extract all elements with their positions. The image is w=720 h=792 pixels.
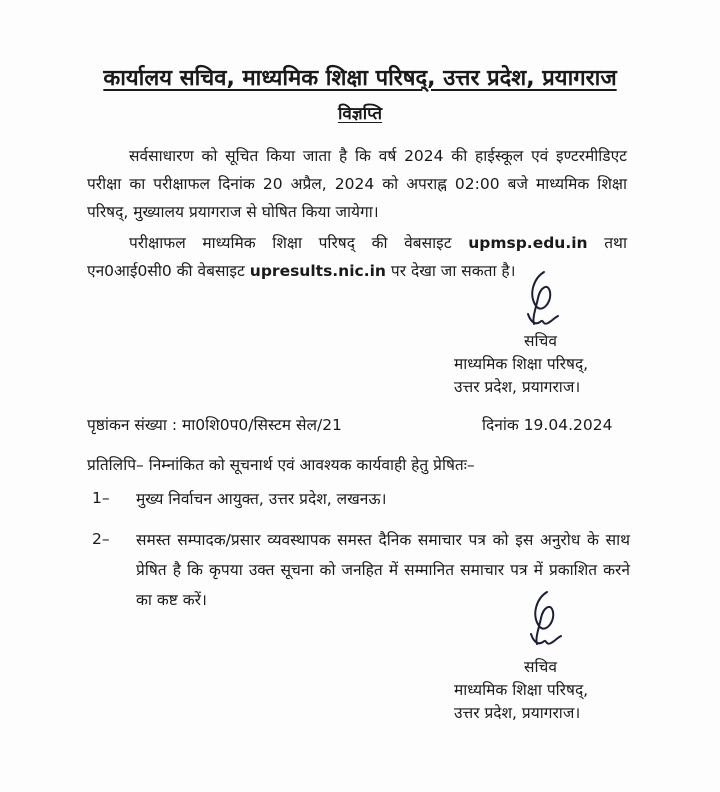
signatory-location: उत्तर प्रदेश, प्रयागराज। [454,704,581,722]
paragraph-1-text: सर्वसाधारण को सूचित किया जाता है कि वर्ष 2024 की हाईस्कूल एवं इण्टरमीडिएट परीक्षा का परीक्षाफल दिनांक 20 अप्रैल, 2024 को अपराह्न 02:00 बजे माध्यमिक शिक्षा परिषद्, मुख्यालय प्रयागराज से घोषित किया जायेगा। [87,147,627,221]
paragraph-2-prefix: परीक्षाफल माध्यमिक शिक्षा परिषद् की वेबसाइट [129,234,452,252]
office-title: कार्यालय सचिव, माध्यमिक शिक्षा परिषद्, उत्तर प्रदेश, प्रयागराज [103,66,617,91]
signatory-location: उत्तर प्रदेश, प्रयागराज। [454,378,581,396]
signature-1 [518,268,578,336]
website-upresults: upresults.nic.in [249,262,386,280]
notice-heading: विज्ञप्ति [337,104,383,124]
copy-item-number: 2– [92,530,110,548]
website-upmsp: upmsp.edu.in [468,234,588,252]
signatory-office: माध्यमिक शिक्षा परिषद्, [454,355,589,373]
paragraph-2-suffix: पर देखा जा सकता है। [390,262,516,280]
reference-number: पृष्ठांकन संख्या : मा0शि0प0/सिस्टम सेल/21 [87,416,342,434]
signatory-office: माध्यमिक शिक्षा परिषद्, [454,681,589,699]
signatory-designation: सचिव [524,332,557,350]
copy-item-text: मुख्य निर्वाचन आयुक्त, उत्तर प्रदेश, लखनऊ। [136,490,387,508]
signature-block-1 [454,330,588,399]
notice-paragraph-1 [87,142,627,226]
copy-item-text: समस्त सम्पादक/प्रसार व्यवस्थापक समस्त दैनिक समाचार पत्र को इस अनुरोध के साथ प्रेषित है कि कृपया उक्त सूचना को जनहित में सम्मानित समाचार पत्र में प्रकाशित करने का कष्ट करें। [136,531,630,609]
signatory-designation: सचिव [524,658,557,676]
signature-2 [521,588,581,656]
paragraph-2-middle: तथा एन0आई0सी0 की वेबसाइट [87,234,627,280]
copy-item-number: 1– [92,489,110,507]
copy-to-heading: प्रतिलिपि– निम्नांकित को सूचनार्थ एवं आवश्यक कार्यवाही हेतु प्रेषितः– [87,456,475,474]
reference-date: दिनांक 19.04.2024 [482,416,613,434]
signature-block-2 [454,656,588,725]
